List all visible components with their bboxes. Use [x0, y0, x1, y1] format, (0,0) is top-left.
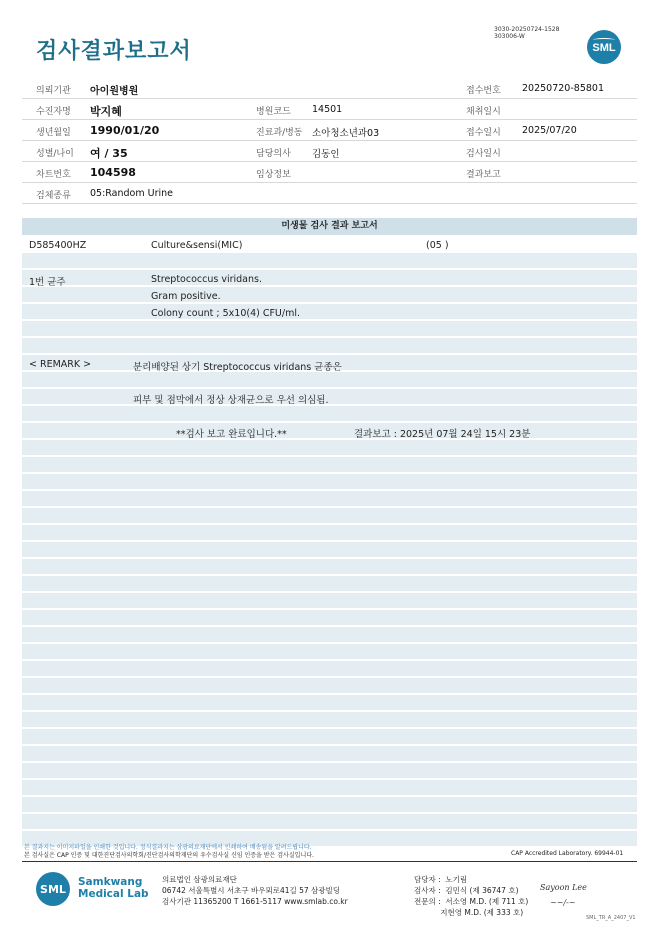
row-stripe [22, 304, 637, 319]
remark-label: < REMARK > [29, 359, 92, 370]
row-stripe [22, 474, 637, 489]
row-stripe [22, 423, 637, 438]
row-stripe [22, 372, 637, 387]
row-stripe [22, 321, 637, 336]
organism-line: Streptococcus viridans. [151, 274, 262, 285]
notice-line: 본 결과지는 이미지파일을 인쇄한 것입니다. 정식결과지는 삼광의료재단에서 인쇄하여 배송됨을 알려드립니다. [24, 844, 312, 851]
info-row: 검체종류 05:Random Urine [22, 183, 637, 204]
info-row: 생년월일 1990/01/20 진료과/병동 소아청소년과03 접수일시 2025/07/20 [22, 120, 637, 141]
hospital-name: 아이원병원 [90, 86, 139, 97]
test-name: Culture&sensi(MIC) [151, 240, 243, 251]
row-stripe [22, 270, 637, 285]
remark-text: 피부 및 점막에서 정상 상재균으로 우선 의심됨. [133, 395, 329, 406]
row-stripe [22, 644, 637, 659]
row-stripe [22, 491, 637, 506]
row-stripe [22, 253, 637, 268]
lab-address: 의료법인 삼광의료재단 06742 서울특별시 서초구 바우뫼로41길 57 삼광빌딩 검사기관 11365200 T 1661-5117 www.smlab.co.kr [162, 875, 348, 906]
row-stripe [22, 508, 637, 523]
row-stripe [22, 695, 637, 710]
row-stripe [22, 729, 637, 744]
row-stripe [22, 746, 637, 761]
row-stripe [22, 763, 637, 778]
row-stripe [22, 661, 637, 676]
date-of-birth: 1990/01/20 [90, 124, 160, 137]
info-row: 수진자명 박지혜 병원코드 14501 채취일시 [22, 99, 637, 120]
test-suffix: (05 ) [426, 240, 449, 251]
info-row: 차트번호 104598 임상정보 결과보고 [22, 162, 637, 183]
signature-image: ~~/-~ [550, 898, 576, 907]
remark-text: 분리배양된 상기 Streptococcus viridans 균종은 [133, 362, 342, 373]
row-stripe [22, 389, 637, 404]
row-stripe [22, 525, 637, 540]
page-title: 검사결과보고서 [36, 39, 192, 64]
row-stripe [22, 712, 637, 727]
row-stripe [22, 814, 637, 829]
row-stripe [22, 780, 637, 795]
row-stripe [22, 610, 637, 625]
notice-line: 본 검사실은 CAP 인증 및 대한진단검사의학회/진단검사의학재단의 우수검사실 신임 인증을 받은 검사실입니다. [24, 852, 314, 859]
specimen-type: 05:Random Urine [90, 188, 174, 199]
report-time: 결과보고 : 2025년 07월 24일 15시 23분 [354, 429, 531, 440]
row-stripe [22, 542, 637, 557]
sml-logo-icon: SML [36, 872, 70, 906]
row-stripe [22, 338, 637, 353]
sex-age: 여 / 35 [90, 147, 128, 160]
department: 소아청소년과03 [312, 128, 380, 139]
footer-divider [22, 861, 637, 862]
row-stripe [22, 559, 637, 574]
patient-name: 박지혜 [90, 105, 122, 118]
patient-info-table [22, 78, 637, 204]
document-id: 3030-20250724-1528 303006-W [494, 26, 560, 40]
signature-image: Sayoon Lee [540, 883, 587, 892]
organism-line: Gram positive. [151, 291, 221, 302]
hospital-code: 14501 [312, 104, 343, 115]
chart-number: 104598 [90, 166, 136, 179]
test-code: D585400HZ [29, 240, 87, 251]
row-stripe [22, 457, 637, 472]
cap-accreditation: CAP Accredited Laboratory. 69944-01 [511, 850, 624, 857]
row-stripe [22, 287, 637, 302]
staff-list: 담당자 : 노기림 검사자 : 김민식 (제 36747 호) 전문의 : 서소영 M.D. (제 711 호) 지현영 M.D. (제 333 호) [414, 875, 529, 917]
doctor-name: 김동인 [312, 149, 340, 160]
report-complete-text: **검사 보고 완료입니다.** [176, 429, 287, 440]
info-row: 성별/나이 여 / 35 담당의사 김동인 검사일시 [22, 141, 637, 162]
info-row: 의뢰기관 아이원병원 접수번호 20250720-85801 [22, 78, 637, 99]
organism-line: Colony count ; 5x10(4) CFU/ml. [151, 308, 300, 319]
form-code: SML_TR_A_2407_V1 [586, 915, 636, 921]
organism-label: 1번 균주 [29, 277, 66, 288]
results-section-header: 미생물 검사 결과 보고서 [22, 218, 637, 235]
row-stripe [22, 627, 637, 642]
sml-logo-icon: SML [587, 30, 621, 64]
row-stripe [22, 593, 637, 608]
row-stripe [22, 576, 637, 591]
row-stripe [22, 797, 637, 812]
row-stripe [22, 678, 637, 693]
receipt-date: 2025/07/20 [522, 125, 577, 136]
lab-name: Samkwang Medical Lab [78, 876, 149, 900]
receipt-number: 20250720-85801 [522, 83, 605, 94]
row-stripe [22, 440, 637, 455]
row-stripe [22, 406, 637, 421]
